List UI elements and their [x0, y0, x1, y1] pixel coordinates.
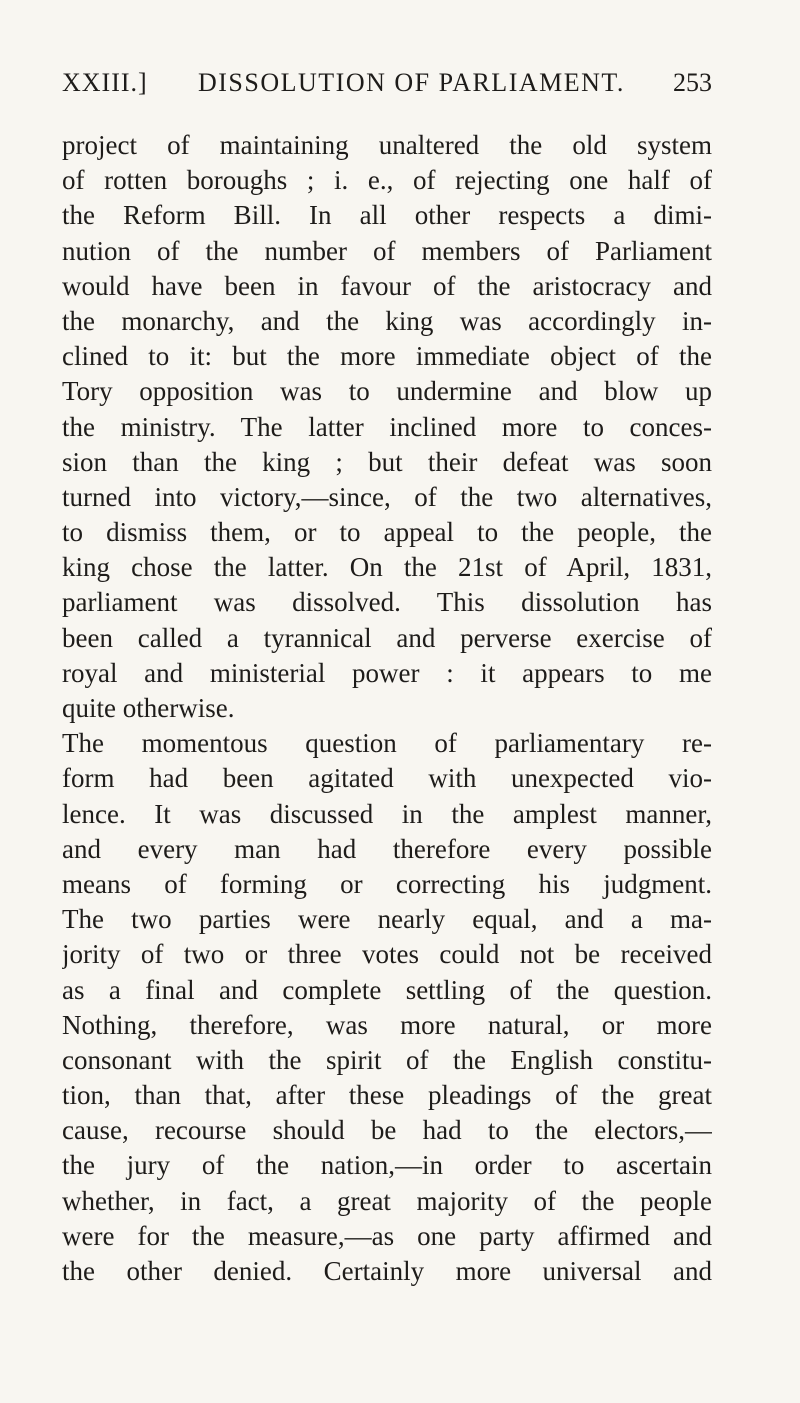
text-line: nution of the number of members of Parliament [62, 235, 712, 266]
text-line: would have been in favour of the aristocracy and [62, 270, 712, 301]
running-head [62, 68, 712, 108]
text-line: jority of two or three votes could not be received [62, 939, 712, 970]
text-line: tion, than that, after these pleadings of the great [62, 1080, 712, 1111]
text-line: consonant with the spirit of the English constitu- [62, 1044, 712, 1075]
running-title: DISSOLUTION OF PARLIAMENT. [198, 68, 625, 97]
text-line: the ministry. The latter inclined more to conces- [62, 411, 712, 442]
text-line: lence. It was discussed in the amplest manner, [62, 798, 712, 829]
text-line: as a final and complete settling of the question. [62, 974, 712, 1005]
text-line: turned into victory,—since, of the two alternatives, [62, 481, 712, 512]
text-line: the other denied. Certainly more universal and [62, 1256, 712, 1286]
text-line: of rotten boroughs ; i. e., of rejecting one half of [62, 165, 712, 196]
text-line: Tory opposition was to undermine and blow up [62, 376, 712, 407]
text-line: project of maintaining unaltered the old system [62, 130, 712, 160]
text-line: sion than the king ; but their defeat was soon [62, 446, 712, 477]
text-line: whether, in fact, a great majority of the people [62, 1185, 712, 1216]
text-line: The two parties were nearly equal, and a ma- [62, 904, 712, 935]
page-number: 253 [673, 68, 712, 97]
text-line: were for the measure,—as one party affirmed and [62, 1220, 712, 1251]
text-line: form had been agitated with unexpected vio- [62, 763, 712, 794]
text-line: the monarchy, and the king was accordingly in- [62, 305, 712, 336]
chapter-number: XXIII.] [62, 68, 148, 97]
body-text [62, 128, 712, 1289]
text-line: cause, recourse should be had to the electors,— [62, 1115, 712, 1146]
text-line: clined to it: but the more immediate object of the [62, 341, 712, 372]
text-line: the jury of the nation,—in order to ascertain [62, 1150, 712, 1181]
text-line: means of forming or correcting his judgment. [62, 868, 712, 899]
text-line: parliament was dissolved. This dissolution has [62, 587, 712, 618]
text-line: king chose the latter. On the 21st of April, 1831, [62, 552, 712, 583]
text-line: royal and ministerial power : it appears to me [62, 657, 712, 688]
text-line: Nothing, therefore, was more natural, or more [62, 1009, 712, 1040]
text-line: and every man had therefore every possible [62, 833, 712, 864]
text-line: to dismiss them, or to appeal to the people, the [62, 517, 712, 548]
text-line: the Reform Bill. In all other respects a dimi- [62, 200, 712, 231]
text-line: quite otherwise. [62, 693, 235, 723]
text-line: been called a tyrannical and perverse exercise of [62, 622, 712, 653]
text-line: The momentous question of parliamentary re- [62, 728, 712, 759]
